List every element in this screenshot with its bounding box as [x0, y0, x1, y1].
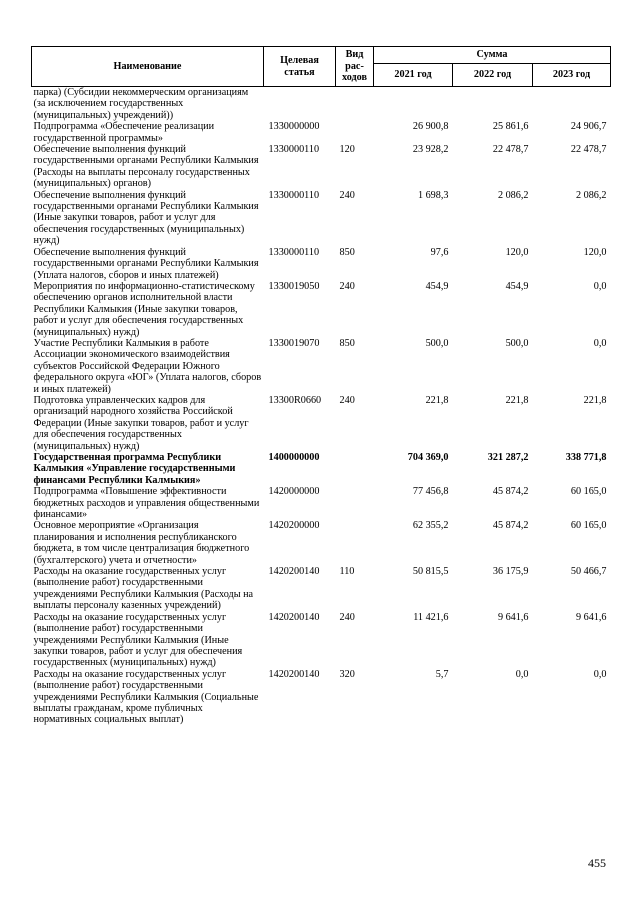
header-target-article: Целевая статья	[264, 47, 336, 87]
row-sum-2023: 221,8	[583, 394, 607, 406]
row-sum-2022: 45 874,2	[492, 486, 529, 498]
table-body	[32, 87, 611, 726]
row-sum-2023: 0,0	[593, 280, 607, 292]
row-sum-2022: 321 287,2	[487, 452, 529, 463]
row-name: Расходы на оказание государственных услуг (выполнение работ) государственными учреждениями Республики Калмыкия (Иные закупки товаров, работ и услуг для обеспечения государственных (муниципальных) нужд)	[33, 611, 243, 669]
row-target-article: 1420200140	[268, 668, 320, 680]
row-target-article: 1420200140	[268, 566, 320, 578]
row-name: Участие Республики Калмыкия в работе Ассоциации экономического взаимодействия субъектов Российской Федерации Южного федерального округа «ЮГ» (Уплата налогов, сборов и иных платежей)	[33, 337, 262, 395]
table-row	[32, 452, 611, 486]
row-sum-2021: 704 369,0	[407, 452, 449, 463]
row-sum-2023: 60 165,0	[570, 486, 607, 498]
row-target-article: 1330000000	[268, 121, 320, 133]
row-sum-2023: 22 478,7	[570, 144, 607, 156]
row-sum-2021: 77 456,8	[412, 486, 449, 498]
row-target-article: 1330019050	[268, 280, 320, 292]
row-sum-2021: 221,8	[425, 394, 449, 406]
row-sum-2022: 2 086,2	[497, 189, 529, 201]
header-expense-type: Вид рас-ходов	[336, 47, 374, 87]
row-target-article	[264, 87, 336, 122]
row-name: Расходы на оказание государственных услуг (выполнение работ) государственными учреждениями Республики Калмыкия (Социальные выплаты гражданам, кроме публичных нормативных социальных выплат)	[33, 668, 259, 726]
row-expense-type	[336, 121, 374, 144]
row-sum-2022: 0,0	[515, 668, 529, 680]
row-target-article: 1420000000	[268, 486, 320, 498]
row-expense-type: 850	[339, 337, 355, 349]
row-expense-type	[336, 520, 374, 566]
row-sum-2022: 120,0	[505, 246, 529, 258]
page-number: 455	[588, 856, 606, 870]
budget-table-page	[31, 46, 610, 726]
row-sum-2023: 2 086,2	[575, 189, 607, 201]
table-row	[32, 486, 611, 520]
row-sum-2021: 62 355,2	[412, 520, 449, 532]
row-target-article: 13300R0660	[268, 394, 322, 406]
row-expense-type: 850	[339, 246, 355, 258]
table-row	[32, 520, 611, 566]
row-name: Подпрограмма «Повышение эффективности бюджетных расходов и управления общественными финансами»	[33, 486, 260, 521]
row-name: Обеспечение выполнения функций государственными органами Республики Калмыкия (Уплата налогов, сборов и иных платежей)	[33, 246, 259, 281]
row-expense-type: 320	[339, 668, 355, 680]
table-row	[32, 144, 611, 190]
row-expense-type	[336, 87, 374, 122]
table-row	[32, 566, 611, 612]
row-sum-2023: 120,0	[583, 246, 607, 258]
row-sum-2023: 24 906,7	[570, 121, 607, 133]
table-row	[32, 247, 611, 281]
row-sum-2022: 45 874,2	[492, 520, 529, 532]
row-sum-2022: 9 641,6	[497, 611, 529, 623]
row-sum-2023: 338 771,8	[565, 452, 607, 463]
row-sum-2021: 1 698,3	[417, 189, 449, 201]
row-sum-2022: 22 478,7	[492, 144, 529, 156]
header-sum: Сумма	[374, 47, 611, 64]
row-expense-type	[336, 486, 374, 520]
row-expense-type: 120	[339, 144, 355, 156]
row-expense-type: 110	[339, 566, 355, 578]
row-sum-2021: 11 421,6	[413, 611, 449, 623]
row-sum-2021: 500,0	[425, 337, 449, 349]
row-target-article: 1420200140	[268, 611, 320, 623]
budget-table	[31, 46, 611, 726]
row-sum-2021: 5,7	[435, 668, 449, 680]
row-expense-type	[336, 452, 374, 486]
row-expense-type: 240	[339, 394, 355, 406]
row-sum-2021: 26 900,8	[412, 121, 449, 133]
row-sum-2023: 50 466,7	[570, 566, 607, 578]
row-target-article: 1330000110	[268, 246, 320, 258]
row-sum-2022	[453, 87, 533, 122]
header-name: Наименование	[32, 47, 264, 87]
row-sum-2023: 9 641,6	[575, 611, 607, 623]
table-row	[32, 338, 611, 395]
row-expense-type: 240	[339, 611, 355, 623]
row-sum-2023: 0,0	[593, 337, 607, 349]
row-target-article: 1420200000	[268, 520, 320, 532]
row-name: Подпрограмма «Обеспечение реализации государственной программы»	[33, 121, 215, 144]
row-name: Обеспечение выполнения функций государственными органами Республики Калмыкия (Расходы на выплаты персоналу государственных (муниципальных) органов)	[33, 144, 259, 190]
row-target-article: 1400000000	[268, 452, 320, 463]
table-row	[32, 121, 611, 144]
row-sum-2023	[533, 87, 611, 122]
table-row	[32, 190, 611, 247]
row-sum-2022: 500,0	[505, 337, 529, 349]
table-row	[32, 87, 611, 122]
row-sum-2023: 0,0	[593, 668, 607, 680]
row-target-article: 1330000110	[268, 144, 320, 156]
row-expense-type: 240	[339, 280, 355, 292]
table-row	[32, 612, 611, 669]
header-year-2023: 2023 год	[533, 64, 611, 87]
row-name: Государственная программа Республики Калмыкия «Управление государственными финансами Республики Калмыкия»	[33, 452, 236, 486]
row-expense-type: 240	[339, 189, 355, 201]
table-row	[32, 669, 611, 726]
row-name: парка) (Субсидии некоммерческим организациям (за исключением государственных (муниципальных) учреждений))	[33, 87, 249, 121]
row-name: Подготовка управленческих кадров для организаций народного хозяйства Российской Федерации (Иные закупки товаров, работ и услуг для обеспечения государственных (муниципальных) нужд)	[33, 394, 249, 452]
row-sum-2022: 25 861,6	[492, 121, 529, 133]
row-target-article: 1330000110	[268, 189, 320, 201]
row-sum-2021: 97,6	[430, 246, 449, 258]
row-sum-2021: 23 928,2	[412, 144, 449, 156]
row-name: Мероприятия по информационно-статистическому обеспечению органов исполнительной власти Республики Калмыкия (Иные закупки товаров, работ и услуг для обеспечения государственных (муниципальных) нужд)	[33, 280, 255, 338]
table-row	[32, 395, 611, 452]
row-name: Основное мероприятие «Организация планирования и исполнения республиканского бюджета, в том числе централизация бюджетного (бухгалтерского) учета и отчетности»	[33, 520, 250, 566]
header-year-2022: 2022 год	[453, 64, 533, 87]
row-sum-2021	[374, 87, 453, 122]
table-header	[32, 47, 611, 87]
row-name: Расходы на оказание государственных услуг (выполнение работ) государственными учреждениями Республики Калмыкия (Расходы на выплаты персоналу казенных учреждений)	[33, 566, 254, 612]
row-sum-2022: 221,8	[505, 394, 529, 406]
row-sum-2023: 60 165,0	[570, 520, 607, 532]
header-year-2021: 2021 год	[374, 64, 453, 87]
row-name: Обеспечение выполнения функций государственными органами Республики Калмыкия (Иные закупки товаров, работ и услуг для обеспечения государственных (муниципальных) нужд)	[33, 189, 259, 247]
row-sum-2022: 36 175,9	[492, 566, 529, 578]
row-sum-2022: 454,9	[505, 280, 529, 292]
table-row	[32, 281, 611, 338]
row-sum-2021: 454,9	[425, 280, 449, 292]
row-target-article: 1330019070	[268, 337, 320, 349]
row-sum-2021: 50 815,5	[412, 566, 449, 578]
